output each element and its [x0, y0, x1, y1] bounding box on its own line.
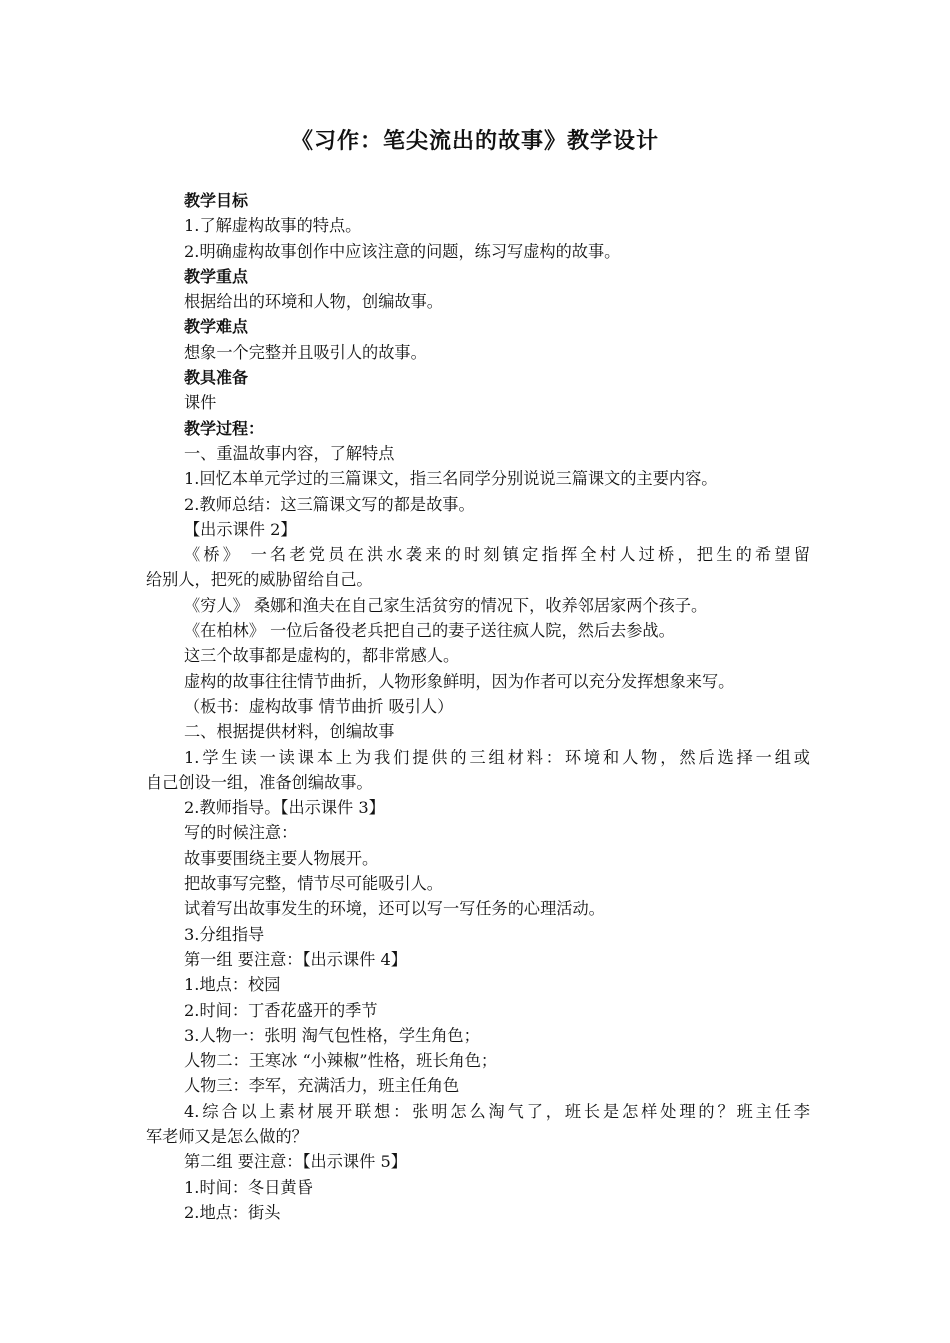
text-line: 虚构的故事往往情节曲折，人物形象鲜明，因为作者可以充分发挥想象来写。	[184, 671, 735, 691]
text-line: 试着写出故事发生的环境，还可以写一写任务的心理活动。	[184, 899, 605, 919]
text-line: 人物三：李军，充满活力，班主任角色	[184, 1076, 460, 1096]
text-line: 3.人物一：张明 淘气包性格，学生角色；	[184, 1025, 480, 1045]
text-line: 1.了解虚构故事的特点。	[184, 216, 362, 236]
text-line: 给别人，把死的威胁留给自己。	[146, 570, 373, 590]
text-line: 3.分组指导	[184, 924, 265, 944]
document-title: 《习作：笔尖流出的故事》教学设计	[290, 129, 659, 154]
text-line: 4.综合以上素材展开联想：张明怎么淘气了，班长是怎样处理的？班主任李	[184, 1101, 810, 1121]
text-line: 写的时候注意：	[184, 823, 298, 843]
text-line: 2.明确虚构故事创作中应该注意的问题，练习写虚构的故事。	[184, 241, 621, 261]
section-heading: 教学重点	[184, 266, 249, 286]
text-line: 根据给出的环境和人物，创编故事。	[184, 292, 443, 312]
text-line: 《桥》 一名老党员在洪水袭来的时刻镇定指挥全村人过桥，把生的希望留	[184, 545, 810, 565]
text-line: 课件	[184, 393, 217, 413]
section-heading: 教学目标	[184, 191, 249, 210]
section-heading: 教学难点	[184, 317, 249, 337]
text-line: 1.地点：校园	[184, 975, 281, 995]
text-line: 第二组 要注意：【出示课件 5】	[184, 1152, 407, 1172]
text-line: 一、重温故事内容，了解特点	[184, 443, 395, 463]
text-line: 这三个故事都是虚构的，都非常感人。	[184, 646, 460, 666]
text-line: 二、根据提供材料，创编故事	[184, 722, 395, 742]
text-line: 2.教师指导。【出示课件 3】	[184, 798, 385, 818]
text-line: 《在柏林》 一位后备役老兵把自己的妻子送往疯人院，然后去参战。	[184, 621, 675, 641]
text-line: 2.地点：街头	[184, 1202, 281, 1222]
text-line: 2.教师总结：这三篇课文写的都是故事。	[184, 494, 475, 514]
text-line: （板书：虚构故事 情节曲折 吸引人）	[184, 696, 454, 716]
text-line: 1.学生读一读课本上为我们提供的三组材料：环境和人物，然后选择一组或	[184, 747, 810, 767]
text-line: 第一组 要注意：【出示课件 4】	[184, 949, 407, 969]
text-line: 故事要围绕主要人物展开。	[184, 848, 379, 868]
text-line: 自己创设一组，准备创编故事。	[146, 772, 373, 792]
text-line: 军老师又是怎么做的？	[146, 1126, 308, 1146]
document-body	[146, 188, 810, 1225]
text-line: 想象一个完整并且吸引人的故事。	[184, 342, 427, 362]
text-line: 把故事写完整，情节尽可能吸引人。	[184, 874, 443, 894]
text-line: 1.时间：冬日黄昏	[184, 1177, 313, 1197]
section-heading: 教具准备	[184, 368, 249, 388]
text-line: 人物二：王寒冰 “小辣椒”性格，班长角色；	[184, 1051, 498, 1071]
section-heading: 教学过程：	[184, 418, 265, 438]
text-line: 【出示课件 2】	[184, 519, 297, 539]
text-line: 2.时间：丁香花盛开的季节	[184, 1000, 378, 1020]
text-line: 1.回忆本单元学过的三篇课文，指三名同学分别说说三篇课文的主要内容。	[184, 469, 718, 489]
text-line: 《穷人》 桑娜和渔夫在自己家生活贫穷的情况下，收养邻居家两个孩子。	[184, 595, 708, 615]
